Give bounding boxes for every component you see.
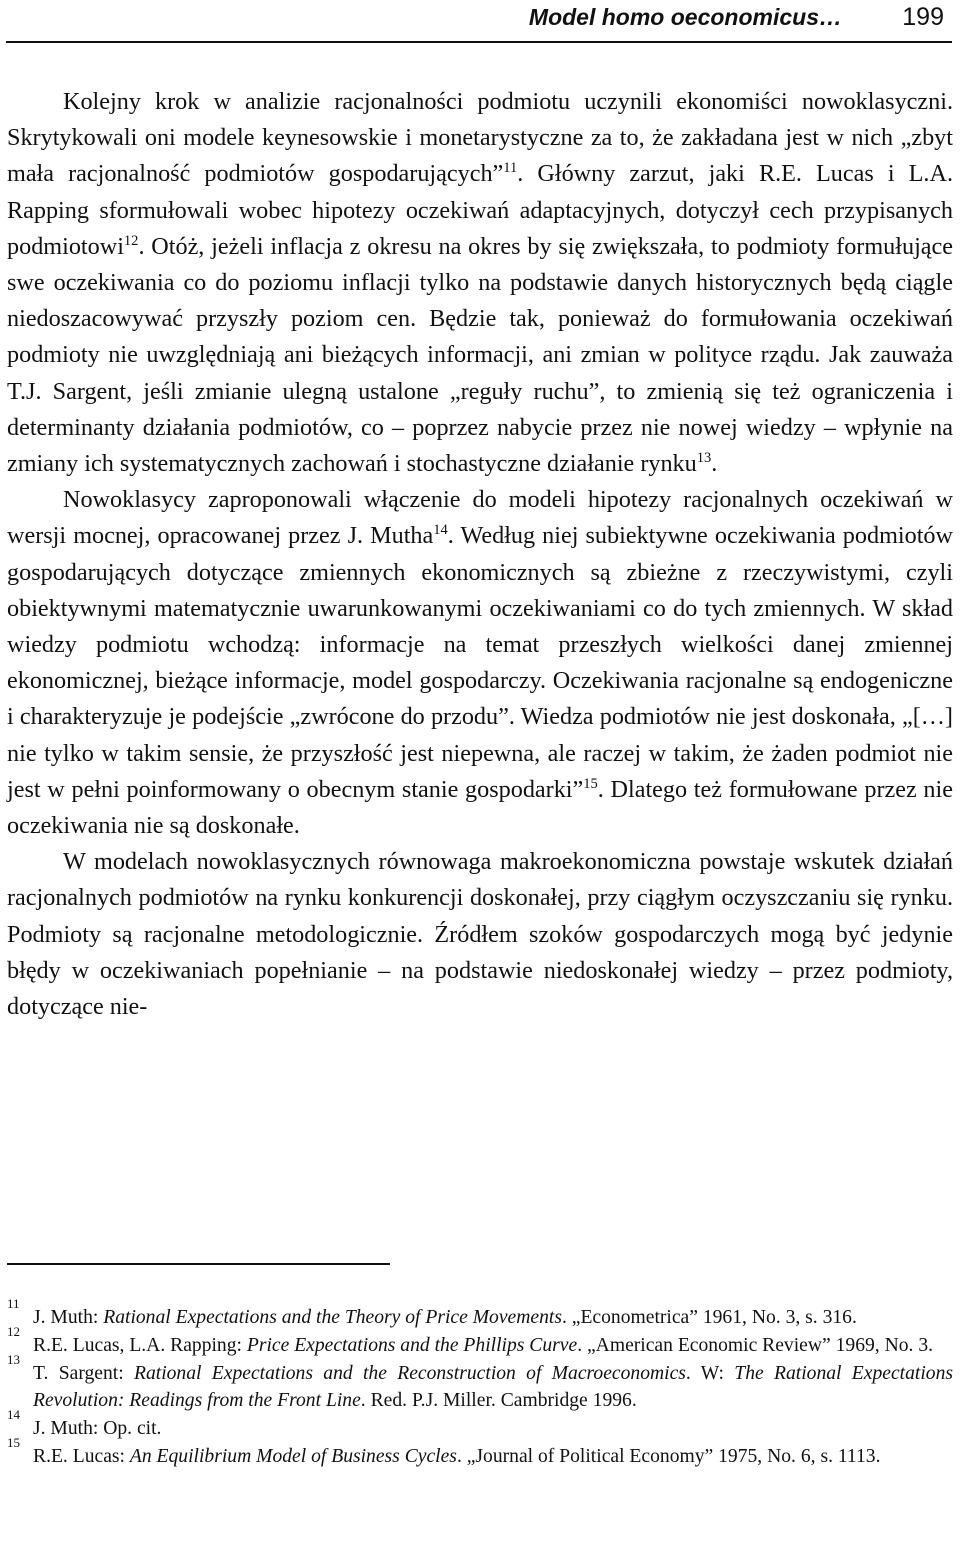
footnote-ref: 12 [123,232,139,249]
paragraph [7,84,953,482]
text-run: J. Muth: [33,1307,104,1328]
italic-title: An Equilibrium Model of Business Cycles [129,1445,457,1467]
running-head [0,0,952,40]
text-run: . „American Economic Review” 1969, No. 3. [577,1334,934,1356]
footnote-number: 14 [7,1407,20,1423]
footnotes [7,1296,953,1471]
italic-title: Rational Expectations and the Reconstruction of Macroeconomics [133,1362,686,1384]
footnote [7,1407,953,1443]
italic-title: The Rational Expectations Revolution: Readings from the Front Line [33,1362,953,1412]
footnote-ref: 15 [583,775,598,792]
footnote-ref: 11 [503,160,518,177]
body-text [7,84,953,1025]
text-run: . „Journal of Political Economy” 1975, No. 6, s. 1113. [456,1445,881,1467]
footnote-number: 12 [7,1323,20,1339]
text-run: . Red. P.J. Miller. Cambridge 1996. [360,1390,637,1412]
text-run: . [711,450,718,478]
paragraph [7,482,953,844]
italic-title: Rational Expectations and the Theory of Price Movements [103,1307,562,1328]
text-run: R.E. Lucas: [33,1445,130,1467]
text-run: T. Sargent: [33,1362,134,1384]
footnote-number: 11 [7,1296,20,1311]
text-run: W modelach nowoklasycznych równowaga makroekonomiczna powstaje wskutek działań racjonalnych podmiotów na rynku konkurencji doskonałej, przy ciągłym oczyszczaniu się rynku. Podmioty są racjonalne metodologicznie. Źródłem szoków gospodarczych mogą być jedynie błędy w oczekiwaniach popełnianie – na podstawie niedoskonałej wiedzy – przez podmioty, dotyczące nie- [7,848,953,1021]
footnote-separator [7,1263,390,1265]
footnote [7,1296,953,1332]
footnote-ref: 13 [696,449,712,466]
text-run: . Według niej subiektywne oczekiwania podmiotów gospodarujących dotyczące zmiennych ekonomicznych są zbieżne z rzeczywistymi, czyli obiektywnymi matematycznie uwarunkowanymi oczekiwaniami co do tych zmiennych. W skład wiedzy podmiotu wchodzą: informacje na temat przeszłych wielkości danej zmiennej ekonomicznej, bieżące informacje, model gospodarczy. Oczekiwania racjonalne są endogeniczne i charakteryzuje je podejście „zwrócone do przodu”. Wiedza podmiotów nie jest doskonała, „[…] nie tylko w takim sensie, że przyszłość jest niepewna, ale raczej w takim, że żaden podmiot nie jest w pełni poinformowany o obecnym stanie gospodarki” [7,522,953,803]
footnote-number: 13 [7,1351,20,1367]
text-run: . W: [685,1362,735,1384]
page-number: 199 [902,3,944,31]
header-rule [6,41,952,43]
text-run: . Dlatego też formułowane przez nie oczekiwania nie są doskonałe. [7,775,953,840]
footnote [7,1323,953,1360]
text-run: Kolejny krok w analizie racjonalności podmiotu uczynili ekonomiści nowoklasyczni. Skrytykowali oni modele keynesowskie i monetarystyczne za to, że zakładana jest w nich „zbyt mała racjonalność podmiotów gospodarujących” [7,88,953,188]
text-run: . „Econometrica” 1961, No. 3, s. 316. [561,1307,857,1328]
italic-title: Price Expectations and the Phillips Curve [246,1334,578,1356]
text-run: . Otóż, jeżeli inflacja z okresu na okres by się zwiększała, to podmioty formułujące swe oczekiwania co do poziomu inflacji tylko na podstawie danych historycznych będą ciągle niedoszacowywać przyszły poziom cen. Będzie tak, ponieważ do formułowania oczekiwań podmioty nie uwzględniają ani bieżących informacji, ani zmian w polityce rządu. Jak zauważa T.J. Sargent, jeśli zmianie ulegną ustalone „reguły ruchu”, to zmienią się też ograniczenia i determinanty działania podmiotów, co – poprzez nabycie przez nie nowej wiedzy – wpłynie na zmiany ich systematycznych zachowań i stochastyczne działanie rynku [7,232,953,478]
running-head-title: Model homo oeconomicus… [528,4,842,30]
footnote-ref: 14 [433,522,448,539]
text-run: J. Muth: Op. cit. [33,1418,162,1440]
footnote [7,1434,953,1471]
footnote-number: 15 [7,1434,20,1450]
text-run: Nowoklasycy zaproponowali włączenie do modeli hipotezy racjonalnych oczekiwań w wersji mocnej, opracowanej przez J. Mutha [7,486,953,550]
text-run: . Główny zarzut, jaki R.E. Lucas i L.A. Rapping sformułowali wobec hipotezy oczekiwań adaptacyjnych, dotyczył cech przypisanych podmiotowi [7,160,953,260]
footnote [7,1351,953,1416]
text-run: R.E. Lucas, L.A. Rapping: [33,1334,247,1356]
paragraph [7,844,953,1025]
